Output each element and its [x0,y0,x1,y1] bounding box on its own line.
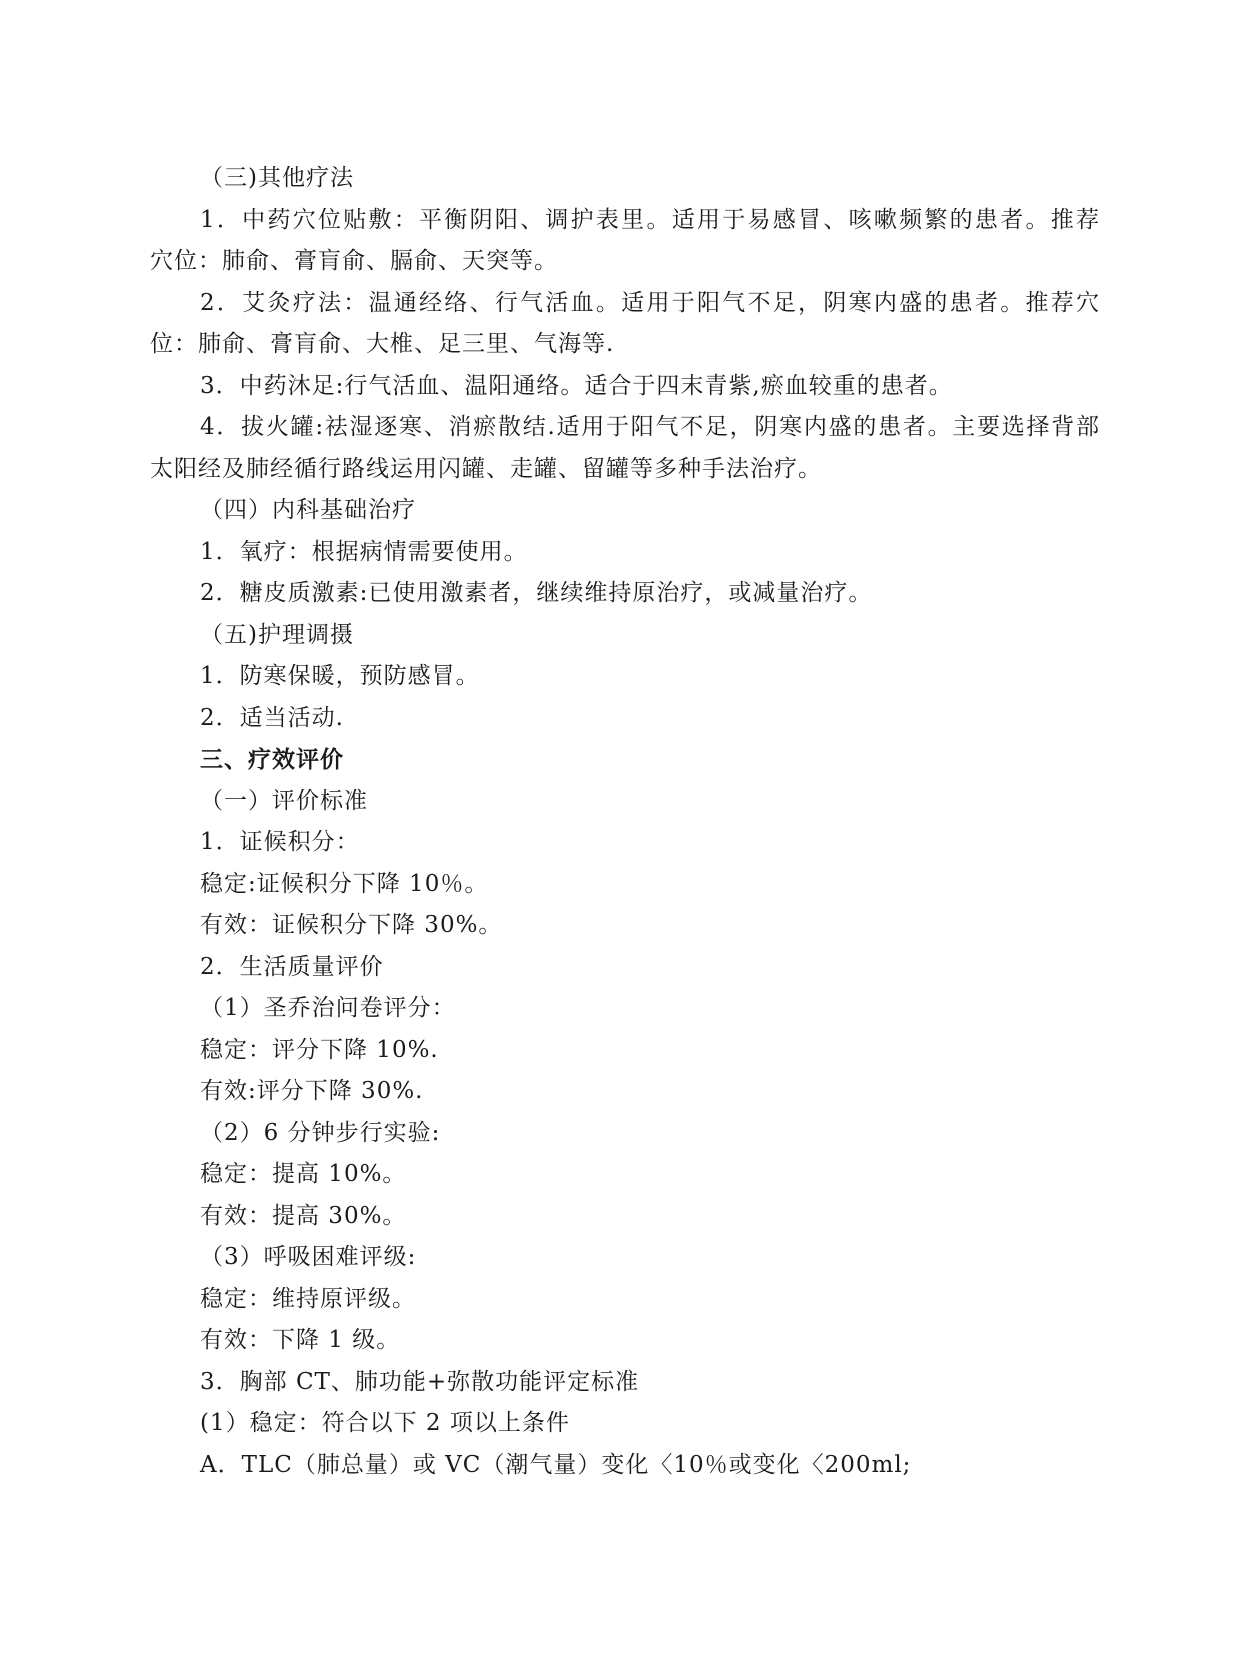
text-line: 有效：提高 30%。 [200,1202,407,1229]
text-line: 有效:评分下降 30%. [200,1078,424,1104]
text-line: （3）呼吸困难评级: [200,1244,417,1270]
text-line: 稳定:证候积分下降 10％。 [200,870,489,897]
text-line: 2．适当活动. [200,704,344,731]
text-line: （一）评价标准 [200,787,368,814]
text-line: 太阳经及肺经循行路线运用闪罐、走罐、留罐等多种手法治疗。 [150,455,822,482]
text-line: 有效：证候积分下降 30%。 [200,912,503,938]
text-line: 稳定：评分下降 10%. [200,1036,439,1063]
text-line: 3．中药沐足:行气活血、温阳通络。适合于四末青紫,瘀血较重的患者。 [200,372,953,399]
text-line: (1）稳定：符合以下 2 项以上条件 [200,1410,570,1436]
text-line: 稳定：提高 10%。 [200,1161,407,1187]
section-heading: 三、疗效评价 [200,746,344,773]
text-line: 1．防寒保暖，预防感冒。 [200,663,480,689]
text-line: （1）圣乔治问卷评分： [200,995,456,1021]
text-line: 穴位：肺俞、膏肓俞、膈俞、天突等。 [150,248,558,274]
text-line: 有效：下降 1 级。 [200,1327,401,1353]
text-line: （四）内科基础治疗 [200,497,416,523]
text-line: 1．中药穴位贴敷：平衡阴阳、调护表里。适用于易感冒、咳嗽频繁的患者。推荐 [200,206,1100,233]
text-line: 2．生活质量评价 [200,953,384,980]
text-line: 3．胸部 CT、肺功能+弥散功能评定标准 [200,1368,640,1395]
text-line: 2．艾灸疗法：温通经络、行气活血。适用于阳气不足，阴寒内盛的患者。推荐穴 [200,289,1100,316]
document-body [150,158,1100,1486]
text-line: （三)其他疗法 [200,165,354,191]
text-line: A．TLC（肺总量）或 VC（潮气量）变化〈10％或变化〈200ml; [200,1451,912,1478]
text-line: 2．糖皮质激素:已使用激素者，继续维持原治疗，或减量治疗。 [200,580,873,606]
text-line: 4．拔火罐:祛湿逐寒、消瘀散结.适用于阳气不足，阴寒内盛的患者。主要选择背部 [200,414,1100,440]
text-line: 位：肺俞、膏肓俞、大椎、足三里、气海等. [150,331,615,357]
text-line: 稳定：维持原评级。 [200,1285,416,1312]
text-line: （2）6 分钟步行实验: [200,1119,441,1146]
text-line: （五)护理调摄 [200,621,354,648]
text-line: 1．证候积分： [200,829,360,855]
text-line: 1．氧疗：根据病情需要使用。 [200,538,528,565]
